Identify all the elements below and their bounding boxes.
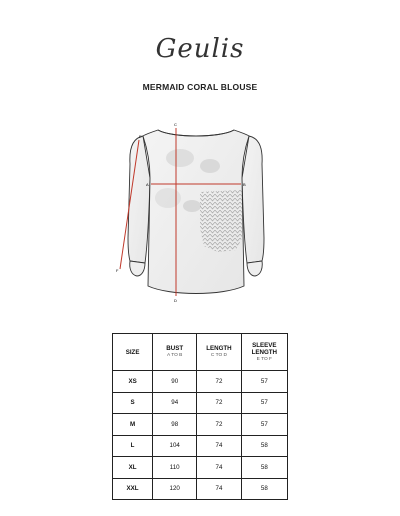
table-row xyxy=(113,435,288,457)
blouse-diagram xyxy=(100,118,300,308)
sleeve-cell: 57 xyxy=(241,392,287,414)
floral-shape xyxy=(166,149,194,167)
label-e: E xyxy=(139,134,142,139)
bust-cell: 104 xyxy=(153,435,197,457)
left-sleeve xyxy=(128,136,150,263)
bust-cell: 90 xyxy=(153,371,197,393)
header-bust: BUST A TO B xyxy=(153,334,197,371)
floral-shape xyxy=(183,200,201,212)
right-sleeve xyxy=(242,136,264,263)
table-row xyxy=(113,371,288,393)
left-cuff xyxy=(130,261,145,276)
product-title: MERMAID CORAL BLOUSE xyxy=(142,82,258,92)
size-cell: XS xyxy=(113,371,153,393)
header-sleeve-length: SLEEVE LENGTH E TO F xyxy=(241,334,287,371)
sleeve-cell: 58 xyxy=(241,435,287,457)
label-d: D xyxy=(174,298,177,303)
bust-cell: 94 xyxy=(153,392,197,414)
right-cuff xyxy=(247,261,262,276)
length-cell: 72 xyxy=(197,371,241,393)
knit-panel xyxy=(200,190,242,252)
table-row xyxy=(113,392,288,414)
floral-shape xyxy=(200,159,220,173)
sleeve-cell: 58 xyxy=(241,457,287,479)
length-cell: 74 xyxy=(197,478,241,500)
size-cell: M xyxy=(113,414,153,436)
header-size: SIZE xyxy=(113,334,153,371)
label-b: B xyxy=(243,182,246,187)
length-cell: 72 xyxy=(197,392,241,414)
label-c: C xyxy=(174,122,177,127)
brand-logo: Geulis xyxy=(155,34,245,64)
floral-shape xyxy=(155,188,181,208)
sleeve-cell: 57 xyxy=(241,414,287,436)
label-f: F xyxy=(116,268,119,273)
size-cell: L xyxy=(113,435,153,457)
size-cell: XXL xyxy=(113,478,153,500)
bust-cell: 110 xyxy=(153,457,197,479)
length-cell: 72 xyxy=(197,414,241,436)
size-chart-table xyxy=(112,333,288,500)
table-row xyxy=(113,478,288,500)
length-cell: 74 xyxy=(197,457,241,479)
bust-cell: 120 xyxy=(153,478,197,500)
label-a: A xyxy=(146,182,149,187)
size-cell: S xyxy=(113,392,153,414)
table-row xyxy=(113,414,288,436)
bust-cell: 98 xyxy=(153,414,197,436)
table-row xyxy=(113,457,288,479)
table-header-row xyxy=(113,334,288,371)
sleeve-cell: 57 xyxy=(241,371,287,393)
sleeve-cell: 58 xyxy=(241,478,287,500)
header-length: LENGTH C TO D xyxy=(197,334,241,371)
size-cell: XL xyxy=(113,457,153,479)
length-cell: 74 xyxy=(197,435,241,457)
